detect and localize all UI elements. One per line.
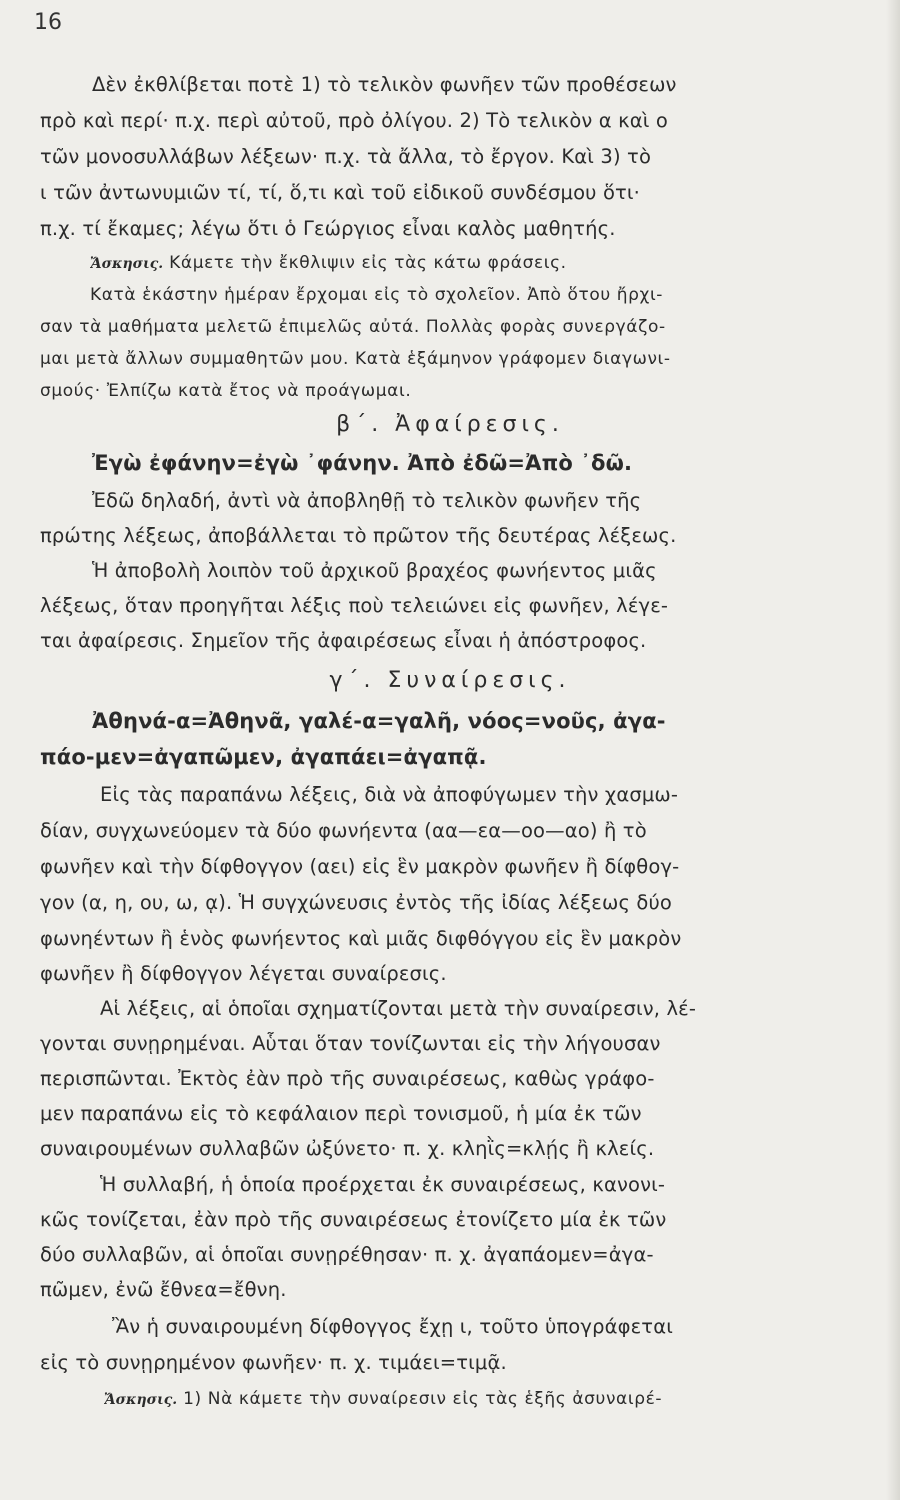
- section-heading: γ΄. Συναίρεσις.: [329, 668, 571, 693]
- text-line: δύο συλλαβῶν, αἱ ὁποῖαι συνῃρέθησαν· π. χ. ἀγαπάομεν=ἀγα-: [40, 1243, 654, 1266]
- exercise-label: Ἄσκησις.: [104, 1392, 178, 1408]
- exercise-text-line: Κατὰ ἑκάστην ἡμέραν ἔρχομαι εἰς τὸ σχολεῖον. Ἀπὸ ὅτου ἤρχι-: [90, 285, 664, 305]
- text-line: Ἡ συλλαβή, ἡ ὁποία προέρχεται ἐκ συναιρέσεως, κανονι-: [100, 1173, 666, 1196]
- text-line: πρώτης λέξεως, ἀποβάλλεται τὸ πρῶτον τῆς δευτέρας λέξεως.: [40, 524, 677, 547]
- text-line: εἰς τὸ συνῃρημένον φωνῆεν· π. χ. τιμάει=τιμᾷ.: [40, 1351, 507, 1374]
- text-line: γον (α, η, ου, ω, ᾳ). Ἡ συγχώνευσις ἐντὸς τῆς ἰδίας λέξεως δύο: [40, 891, 672, 914]
- text-line: Δὲν ἐκθλίβεται ποτὲ 1) τὸ τελικὸν φωνῆεν τῶν προθέσεων: [92, 73, 677, 96]
- text-line: δίαν, συγχωνεύομεν τὰ δύο φωνήεντα (αα—εα—οο—αο) ἢ τὸ: [40, 819, 647, 842]
- page-edge-shadow: [886, 0, 900, 1500]
- text-line: μεν παραπάνω εἰς τὸ κεφάλαιον περὶ τονισμοῦ, ἡ μία ἐκ τῶν: [40, 1102, 642, 1125]
- text-line: Αἱ λέξεις, αἱ ὁποῖαι σχηματίζονται μετὰ τὴν συναίρεσιν, λέ-: [100, 997, 697, 1020]
- example-line: Ἐγὼ ἐφάνην=ἐγὼ ᾿φάνην. Ἀπὸ ἐδῶ=Ἀπὸ ᾿δῶ.: [92, 451, 633, 475]
- text-line: λέξεως, ὅταν προηγῆται λέξις ποὺ τελειώνει εἰς φωνῆεν, λέγε-: [40, 594, 669, 617]
- text-line: γονται συνῃρημέναι. Αὗται ὅταν τονίζωνται εἰς τὴν λήγουσαν: [40, 1032, 661, 1055]
- text-line: πρὸ καὶ περί· π.χ. περὶ αὐτοῦ, πρὸ ὀλίγου. 2) Τὸ τελικὸν α καὶ ο: [40, 109, 668, 132]
- example-line: Ἀθηνά-α=Ἀθηνᾶ, γαλέ-α=γαλῆ, νόος=νοῦς, ἀγα-: [92, 709, 666, 733]
- exercise-text-line: σαν τὰ μαθήματα μελετῶ ἐπιμελῶς αὐτά. Πολλὰς φορὰς συνεργάζο-: [40, 317, 666, 337]
- text-line: φωνῆεν ἢ δίφθογγον λέγεται συναίρεσις.: [40, 962, 447, 985]
- text-line: φωνηέντων ἢ ἑνὸς φωνήεντος καὶ μιᾶς διφθόγγου εἰς ἓν μακρὸν: [40, 927, 682, 950]
- exercise-instruction: 1) Νὰ κάμετε τὴν συναίρεσιν εἰς τὰς ἑξῆς ἀσυναιρέ-: [177, 1389, 663, 1409]
- text-line: π.χ. τί ἔκαμες; λέγω ὅτι ὁ Γεώργιος εἶναι καλὸς μαθητής.: [40, 217, 616, 240]
- text-line: Ἡ ἀποβολὴ λοιπὸν τοῦ ἀρχικοῦ βραχέος φωνήεντος μιᾶς: [92, 559, 657, 582]
- text-line: περισπῶνται. Ἐκτὸς ἐὰν πρὸ τῆς συναιρέσεως, καθὼς γράφο-: [40, 1067, 655, 1090]
- text-line: Ἐδῶ δηλαδή, ἀντὶ νὰ ἀποβληθῇ τὸ τελικὸν φωνῆεν τῆς: [92, 489, 642, 512]
- text-line: ται ἀφαίρεσις. Σημεῖον τῆς ἀφαιρέσεως εἶναι ἡ ἀπόστροφος.: [40, 629, 647, 652]
- text-line: συναιρουμένων συλλαβῶν ὠξύνετο· π. χ. κληῒς=κλῄς ἢ κλείς.: [40, 1137, 655, 1160]
- exercise-line: [104, 1386, 894, 1413]
- text-line: κῶς τονίζεται, ἐὰν πρὸ τῆς συναιρέσεως ἐτονίζετο μία ἐκ τῶν: [40, 1208, 667, 1231]
- text-line: φωνῆεν καὶ τὴν δίφθογγον (αει) εἰς ἓν μακρὸν φωνῆεν ἢ δίφθογ-: [40, 855, 680, 878]
- section-heading: β΄. Ἀφαίρεσις.: [336, 412, 564, 437]
- text-line: πῶμεν, ἐνῶ ἔθνεα=ἔθνη.: [40, 1278, 287, 1301]
- text-line: Ἂν ἡ συναιρουμένη δίφθογγος ἔχῃ ι, τοῦτο ὑπογράφεται: [112, 1315, 673, 1338]
- exercise-line: [90, 250, 876, 277]
- text-line: Εἰς τὰς παραπάνω λέξεις, διὰ νὰ ἀποφύγωμεν τὴν χασμω-: [100, 783, 679, 806]
- text-line: ι τῶν ἀντωνυμιῶν τί, τί, ὅ,τι καὶ τοῦ εἰδικοῦ συνδέσμου ὅτι·: [40, 181, 641, 204]
- example-line: πάο-μεν=ἀγαπῶμεν, ἀγαπάει=ἀγαπᾷ.: [40, 745, 487, 769]
- exercise-text-line: σμούς· Ἐλπίζω κατὰ ἔτος νὰ προάγωμαι.: [40, 381, 412, 401]
- exercise-label: Ἄσκησις.: [90, 256, 164, 272]
- exercise-instruction: Κάμετε τὴν ἔκθλιψιν εἰς τὰς κάτω φράσεις.: [163, 253, 567, 273]
- page-number: 16: [34, 10, 62, 35]
- text-line: τῶν μονοσυλλάβων λέξεων· π.χ. τὰ ἄλλα, τὸ ἔργον. Καὶ 3) τὸ: [40, 145, 652, 168]
- exercise-text-line: μαι μετὰ ἄλλων συμμαθητῶν μου. Κατὰ ἑξάμηνον γράφομεν διαγωνι-: [40, 349, 671, 369]
